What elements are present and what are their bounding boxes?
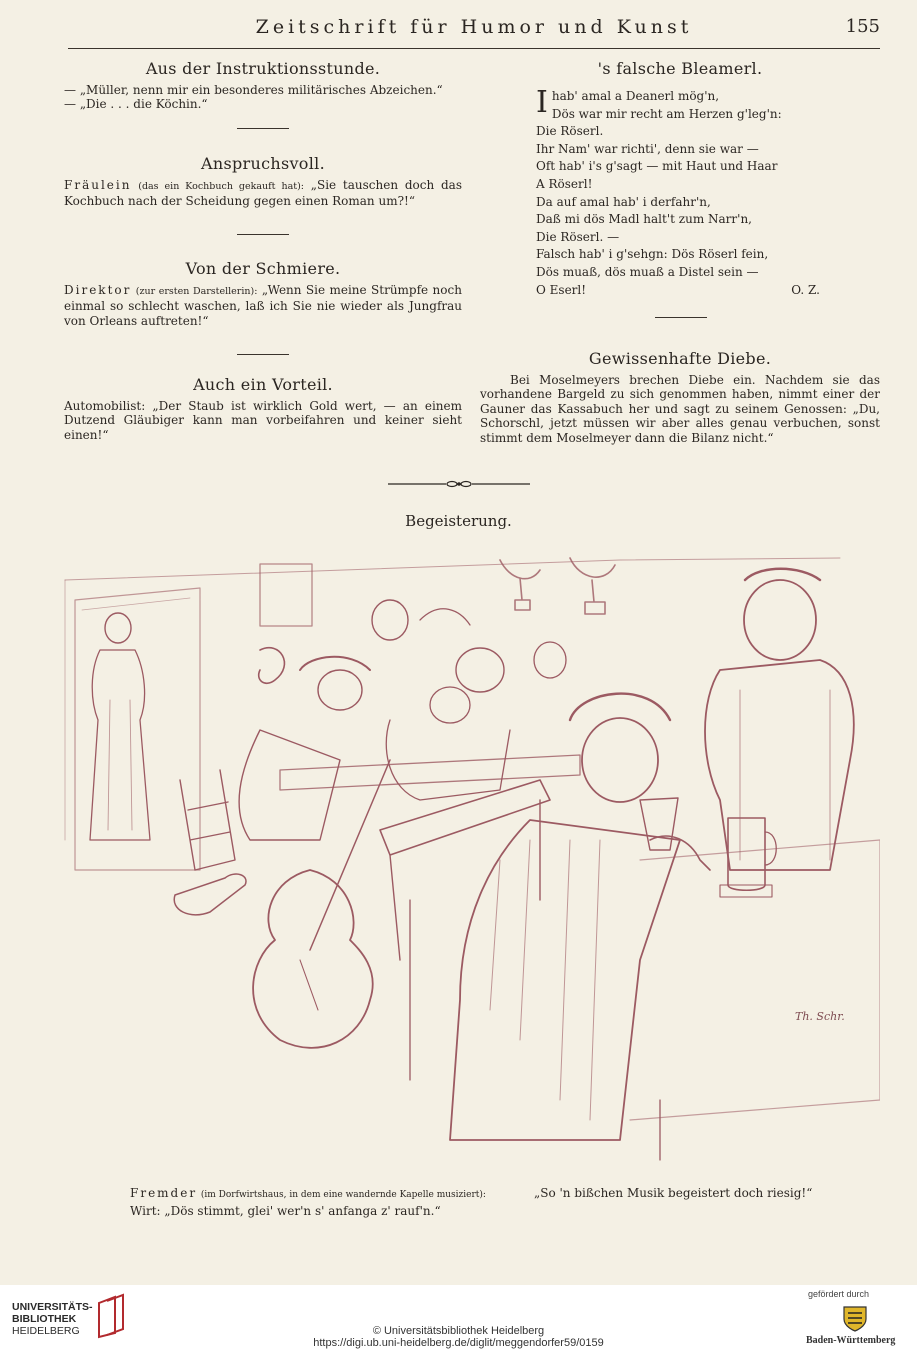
source-url-link[interactable]: https://digi.ub.uni-heidelberg.de/diglit/meggendorfer59/0159 [313, 1337, 604, 1349]
tavern-illustration [60, 540, 880, 1185]
poem-line: Falsch hab' i g'sehgn: Dös Röserl fein, [536, 247, 769, 262]
anecdote-heading: Auch ein Vorteil. [193, 375, 333, 394]
caption-quote: „So 'n bißchen Musik begeistert doch riesig!“ [534, 1186, 813, 1200]
poem-line: Ihr Nam' war richti', denn sie war — [536, 141, 759, 156]
section-divider [237, 354, 289, 355]
funding-label: gefördert durch [808, 1289, 870, 1299]
anecdote-text [64, 283, 462, 329]
logo-line: BIBLIOTHEK [12, 1313, 77, 1325]
anecdote-text [64, 178, 462, 209]
illustration-caption [130, 1185, 840, 1219]
poem-line: Ihab' amal a Deanerl mög'n, [536, 85, 720, 120]
journal-title: Zeitschrift für Humor und Kunst [255, 16, 693, 38]
poem-line: Dös muaß, dös muaß a Distel sein — [536, 264, 759, 279]
anecdote-heading: Gewissenhafte Diebe. [588, 349, 772, 368]
poem-line: Daß mi dös Madl halt't zum Narr'n, [536, 212, 752, 227]
state-crest-icon [838, 1303, 872, 1333]
stage-direction: (zur ersten Darstellerin): [135, 285, 258, 297]
poem-signature: O. Z. [791, 282, 820, 297]
caption-quote: „Dös stimmt, glei' wer'n s' anfanga z' rauf'n.“ [164, 1204, 441, 1218]
speaker: Automobilist: [64, 398, 146, 413]
poem-heading: 's falsche Bleamerl. [597, 59, 763, 78]
anecdote-gewissenhafte-diebe [480, 349, 880, 445]
ornament-divider [388, 478, 530, 490]
dialogue: „Wenn Sie meine Strümpfe noch einmal so schlecht waschen, laß ich Sie nie wieder als Jungfrau von Orleans auftreten!“ [64, 282, 462, 328]
poem [536, 85, 820, 299]
logo-line: HEIDELBERG [12, 1325, 80, 1337]
anecdote-heading: Anspruchsvoll. [201, 154, 325, 173]
drop-cap: I [536, 85, 548, 120]
library-footer [0, 1285, 917, 1351]
page-number: 155 [845, 16, 880, 37]
poem-line: O Eserl! O. Z. [536, 282, 806, 300]
caption-line-2 [130, 1203, 840, 1219]
anecdote-schmiere [64, 259, 462, 328]
right-column [480, 59, 880, 445]
anecdote-line: — „Müller, nenn mir ein besonderes militärisches Abzeichen.“ [64, 82, 443, 97]
poem-line: Da auf amal hab' i derfahr'n, [536, 194, 711, 209]
state-name: Baden-Württemberg [806, 1335, 896, 1346]
poem-line: A Röserl! [536, 176, 593, 191]
page-header [68, 14, 880, 49]
poem-line: Die Röserl. [536, 124, 604, 139]
anecdote-text: Bei Moselmeyers brechen Diebe ein. Nachdem sie das vorhandene Bargeld zu sich genommen haben, nimmt einer der Gauner das Kassabuch her und sagt zu seinem Genossen: „Du, Schorschl, jetzt müssen wir aber alles genau verbuchen, sonst stimmt dem Moselmeyer dann die Bilanz nicht.“ [480, 372, 880, 445]
anecdote-text [64, 399, 462, 443]
caption-speaker: Fremder [130, 1186, 198, 1200]
dialogue: „Sie tauschen doch das Kochbuch nach der Scheidung gegen einen Roman um?!“ [64, 177, 462, 208]
anecdote-instruktionsstunde [64, 59, 462, 112]
dialogue: „Der Staub ist wirklich Gold wert, — an einem Dutzend Gläubiger kann man vorbeifahren und keiner sieht einen!“ [64, 398, 462, 442]
caption-stage-direction: (im Dorfwirtshaus, in dem eine wandernde Kapelle musiziert): [200, 1190, 486, 1200]
logo-line: UNIVERSITÄTS- [12, 1301, 93, 1313]
stage-direction: (das ein Kochbuch gekauft hat): [138, 180, 304, 192]
anecdote-vorteil [64, 375, 462, 442]
artist-signature: Th. Schr. [795, 1010, 845, 1023]
speaker: Direktor [64, 282, 132, 297]
anecdote-heading: Aus der Instruktionsstunde. [145, 59, 381, 78]
copyright-notice [0, 1325, 917, 1349]
anecdote-anspruchsvoll [64, 154, 462, 209]
anecdote-heading: Von der Schmiere. [185, 259, 341, 278]
speaker: Fräulein [64, 177, 132, 192]
poem-line: Dös war mir recht am Herzen g'leg'n: [551, 106, 782, 121]
section-divider [237, 128, 289, 129]
illustration-title: Begeisterung. [405, 512, 512, 530]
section-divider [237, 234, 289, 235]
caption-speaker: Wirt: [130, 1204, 161, 1218]
poem-line: Oft hab' i's g'sagt — mit Haut und Haar [536, 159, 778, 174]
section-divider [655, 317, 707, 318]
copyright-text: © Universitätsbibliothek Heidelberg [372, 1325, 545, 1337]
anecdote-line: — „Die . . . die Köchin.“ [64, 97, 208, 111]
poem-line: Die Röserl. — [536, 229, 620, 244]
caption-line-1 [130, 1185, 840, 1203]
